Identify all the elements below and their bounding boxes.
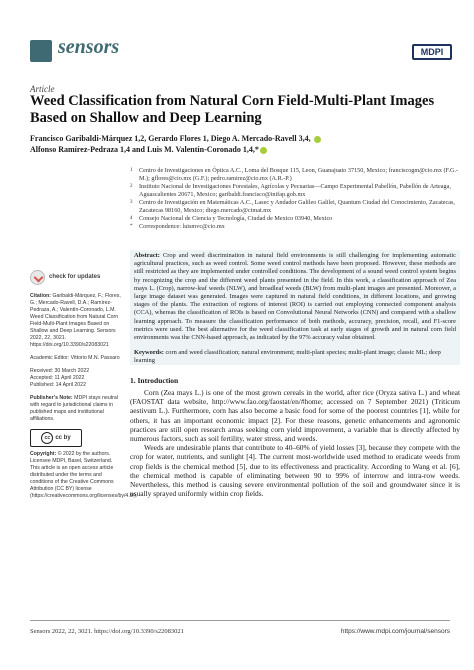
check-updates-button[interactable]	[30, 270, 122, 285]
publisher-note: Publisher’s Note: MDPI stays neutral with regard to jurisdictional claims in published maps and institutional affiliations.	[30, 395, 118, 422]
introduction-body	[130, 388, 460, 498]
journal-name: sensors	[58, 36, 120, 58]
abstract-text: Crop and weed discrimination in natural field environments is still challenging for implementing automatic agricultural practices, such as weed control. Some weed control methods have been proposed. However, these methods are still restricted as they are implemented under controlled conditions. The development of a sound weed control system begins by recognizing the crop and the different weed plants presented in the field. In this work, a classification approach of Zea mays L. (Crop), narrow-leaf weeds (NLW), and broadleaf weeds (BLW) from multi-plant images are presented. Moreover, a large image dataset was generated. Images were captured in natural field conditions, in different locations, and growing stages of the plants. The extraction of regions of interest (ROI) is carried out employing connected component analysis (CCA), whereas the classification of ROIs is based on Convolutional Neural Networks (CNN) and compared with a shallow learning approach. To measure the classification performance of both methods, accuracy, precision, recall, and F1-score metrics were used. The best alternative for the weed classification task at early stages of growth and in natural corn field environments was the CNN-based approach, as indicated by the 97% accuracy value obtained.	[134, 252, 456, 342]
cc-icon: cc	[41, 432, 53, 444]
cc-by-license-icon[interactable]: cc cc by	[30, 429, 82, 447]
keywords-label: Keywords:	[134, 349, 164, 356]
orcid-icon[interactable]	[314, 136, 321, 143]
abstract-label: Abstract:	[134, 252, 160, 259]
correspondence: * Correspondence: luismvc@cio.mx	[130, 223, 225, 230]
affiliation-item: 4 Consejo Nacional de Ciencia y Tecnología, Ciudad de Mexico 03940, Mexico	[130, 215, 333, 222]
check-updates-icon	[30, 270, 45, 285]
affiliation-item: 2 Instituto Nacional de Investigaciones Forestales, Agrícolas y Pecuarias—Campo Experimental Pabellón, Pabellón de Arteaga, Aguascalientes 20671, Mexico; garibaldi.francisco@inifap.gob.mx	[130, 183, 451, 198]
mdpi-logo: MDPI	[412, 44, 452, 60]
section-heading: 1. Introduction	[130, 376, 179, 385]
paragraph: Weeds are undesirable plants that contribute to 40–60% of yield losses [3], because they compete with the crop for water, nutrients, and sunlight [4]. The current most-worldwide used method to eradicate weeds from crop fields is the chemical method [5], due to its effectiveness and practicality. According to Wang et al. [6], the chemical method is capable of eliminating between 90 to 99% of interrow and intra-row weeds. Nevertheless, this method is causing severe environmental pollution of the soil and groundwater since it is usually sprayed uniformly within crop fields.	[130, 443, 460, 499]
footer-citation: Sensors 2022, 22, 3021. https://doi.org/10.3390/s22083021	[30, 628, 184, 635]
keywords-text: corn and weed classification; natural environment; multi-plant species; multi-plant image; classic ML; deep learning	[134, 349, 441, 365]
copyright: Copyright: © 2022 by the authors. Licensee MDPI, Basel, Switzerland. This article is an open access article distributed under the terms and conditions of the Creative Commons Attribution (CC BY) license (https://creativecommons.org/licenses/by/4.0/).	[30, 451, 138, 499]
citation: Citation: Garibaldi-Márquez, F.; Flores, G.; Mercado-Ravell, D.A.; Ramírez-Pedraza, A.; Valentín-Coronado, L.M. Weed Classification from Natural Corn Field-Multi-Plant Images Based on Shallow and Deep Learning. Sensors 2022, 22, 3021. https://doi.org/10.3390/s22083021	[30, 293, 121, 348]
article-type: Article	[30, 84, 55, 94]
paragraph: Corn (Zea mays L.) is one of the most grown cereals in the world, after rice (Oryza sativa L.) and wheat (FAOSTAT data website, http://www.fao.org/faostat/en/#home; accessed on 7 September 2021) (Triticum aestivum L.). Furthermore, corn has also become a basic food for some of the poorest countries [1], while for others, it has an important economic impact [2]. For these reasons, genetic enhancements and agronomic practices are still open research areas seeking corn yield improvement, a variable that is directly affected by numerous factors, such as soil fertility, water stress, and weeds.	[130, 388, 460, 444]
affiliation-item: 1 Centro de Investigaciones en Óptica A.C., Loma del Bosque 115, Leon, Guanajuato 37150, Mexico; franciscogm@cio.mx (F.G.-M.); gflores@cio.mx (G.F.); pedro.ramirez@cio.mx (A.R.-P.)	[130, 167, 459, 182]
authors-line-1: Francisco Garibaldi-Márquez 1,2, Gerardo Flores 1, Diego A. Mercado-Ravell 3,4,	[30, 134, 313, 143]
sensors-logo-icon	[30, 40, 52, 62]
footer-journal-link[interactable]: https://www.mdpi.com/journal/sensors	[340, 628, 450, 635]
article-title: Weed Classification from Natural Corn Field-Multi-Plant Images Based on Shallow and Deep Learning	[30, 93, 435, 126]
keywords	[134, 349, 456, 365]
footer-divider	[30, 620, 450, 621]
author-list	[30, 133, 450, 155]
academic-editor: Academic Editor: Vittorio M.N. Passaro	[30, 355, 120, 361]
dates: Received: 30 March 2022 Accepted: 11 April 2022 Published: 14 April 2022	[30, 368, 90, 388]
check-updates-label: check for updates	[49, 274, 101, 280]
article-sidebar	[30, 270, 138, 506]
affiliation-item: 3 Centro de Investigación en Matemáticas A.C., Lasec y Andador Galileo Galilei, Quantum Ciudad del Conocimiento, Zacatecas, Zacatecas 98160, Mexico; diego.mercado@cimat.mx	[130, 199, 455, 214]
abstract	[134, 252, 456, 342]
orcid-icon[interactable]	[260, 147, 267, 154]
authors-line-2: Alfonso Ramírez-Pedraza 1,4 and Luis M. Valentín-Coronado 1,4,*	[30, 145, 259, 154]
affiliations	[130, 167, 460, 231]
